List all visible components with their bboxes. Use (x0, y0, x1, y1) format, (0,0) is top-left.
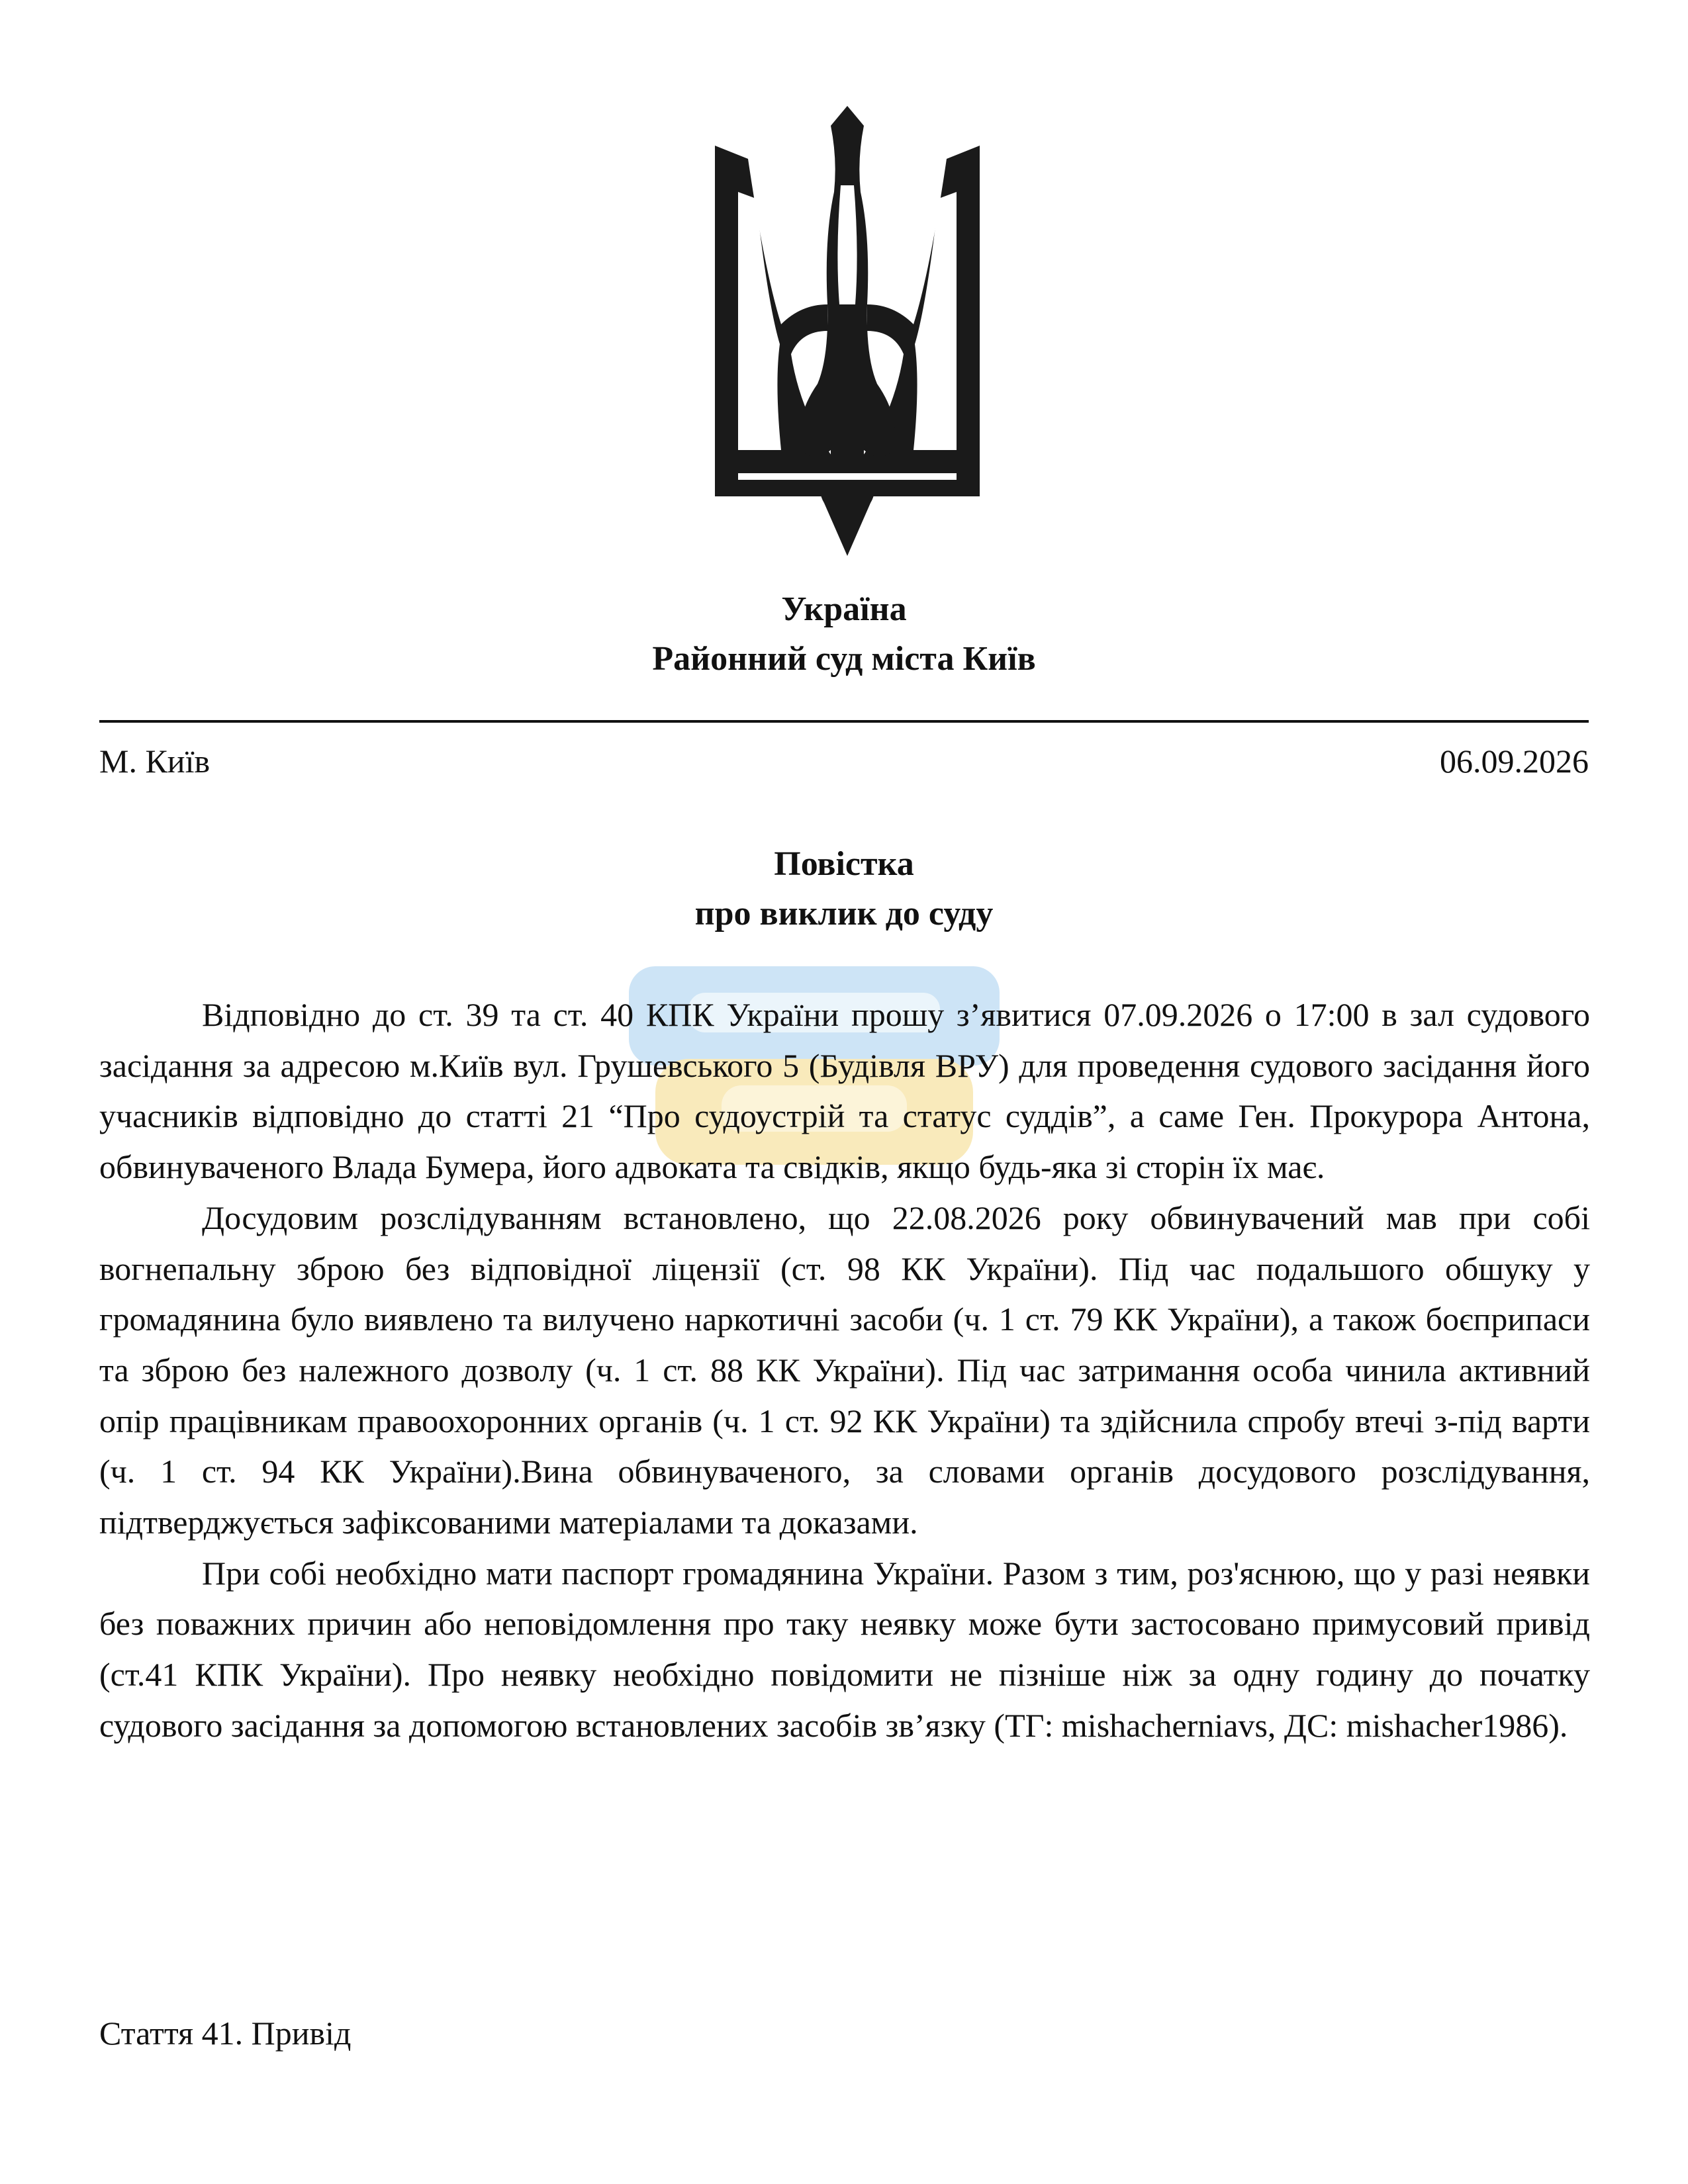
paragraph-investigation: Досудовим розслідуванням встановлено, що 22.08.2026 року обвинувачений мав при собі вогнепальну зброю без відповідної ліцензії (ст. 98 КК України). Під час подальшого обшуку у громадянина було виявлено та вилучено наркотичні засоби (ч. 1 ст. 79 КК України), а також боєприпаси та зброю без належного дозволу (ч. 1 ст. 88 КК України). Під час затримання особа чинила активний опір працівникам правоохоронних органів (ч. 1 ст. 92 КК України) та здійснила спробу втечі з-під варти (ч. 1 ст. 94 КК України).Вина обвинуваченого, за словами органів досудового розслідування, підтверджується зафіксованими матеріалами та доказами. (99, 1199, 1590, 1541)
tryzub-icon (702, 106, 993, 556)
document-subtitle: про виклик до суду (694, 895, 994, 933)
document-body (99, 989, 1590, 1751)
header-divider (99, 720, 1589, 723)
emblem (702, 106, 993, 556)
paragraph-requirements: При собі необхідно мати паспорт громадянина України. Разом з тим, роз'яснюю, що у разі неявки без поважних причин або неповідомлення про таку неявку може бути застосовано примусовий привід (ст.41 КПК України). Про неявку необхідно повідомити не пізніше ніж за одну годину до початку судового засідання за допомогою встановлених засобів зв’язку (ТГ: mishacherniavs, ДС: mishacher1986). (99, 1554, 1590, 1744)
country-heading: Україна (781, 590, 907, 628)
document-date: 06.09.2026 (1440, 743, 1589, 780)
article-heading: Стаття 41. Привід (99, 2015, 352, 2052)
document-title: Повістка (774, 845, 914, 883)
court-heading: Районний суд міста Київ (652, 640, 1036, 678)
place-label: М. Київ (99, 743, 211, 780)
paragraph-summons: Відповідно до ст. 39 та ст. 40 КПК України прошу з’явитися 07.09.2026 о 17:00 в зал судового засідання за адресою м.Київ вул. Грушевського 5 (Будівля ВРУ) для проведення судового засідання його учасників відповідно до статті 21 “Про судоустрій та статус суддів”, а саме Ген. Прокурора Антона, обвинуваченого Влада Бумера, його адвоката та свідків, якщо будь-яка зі сторін їх має. (99, 996, 1590, 1186)
